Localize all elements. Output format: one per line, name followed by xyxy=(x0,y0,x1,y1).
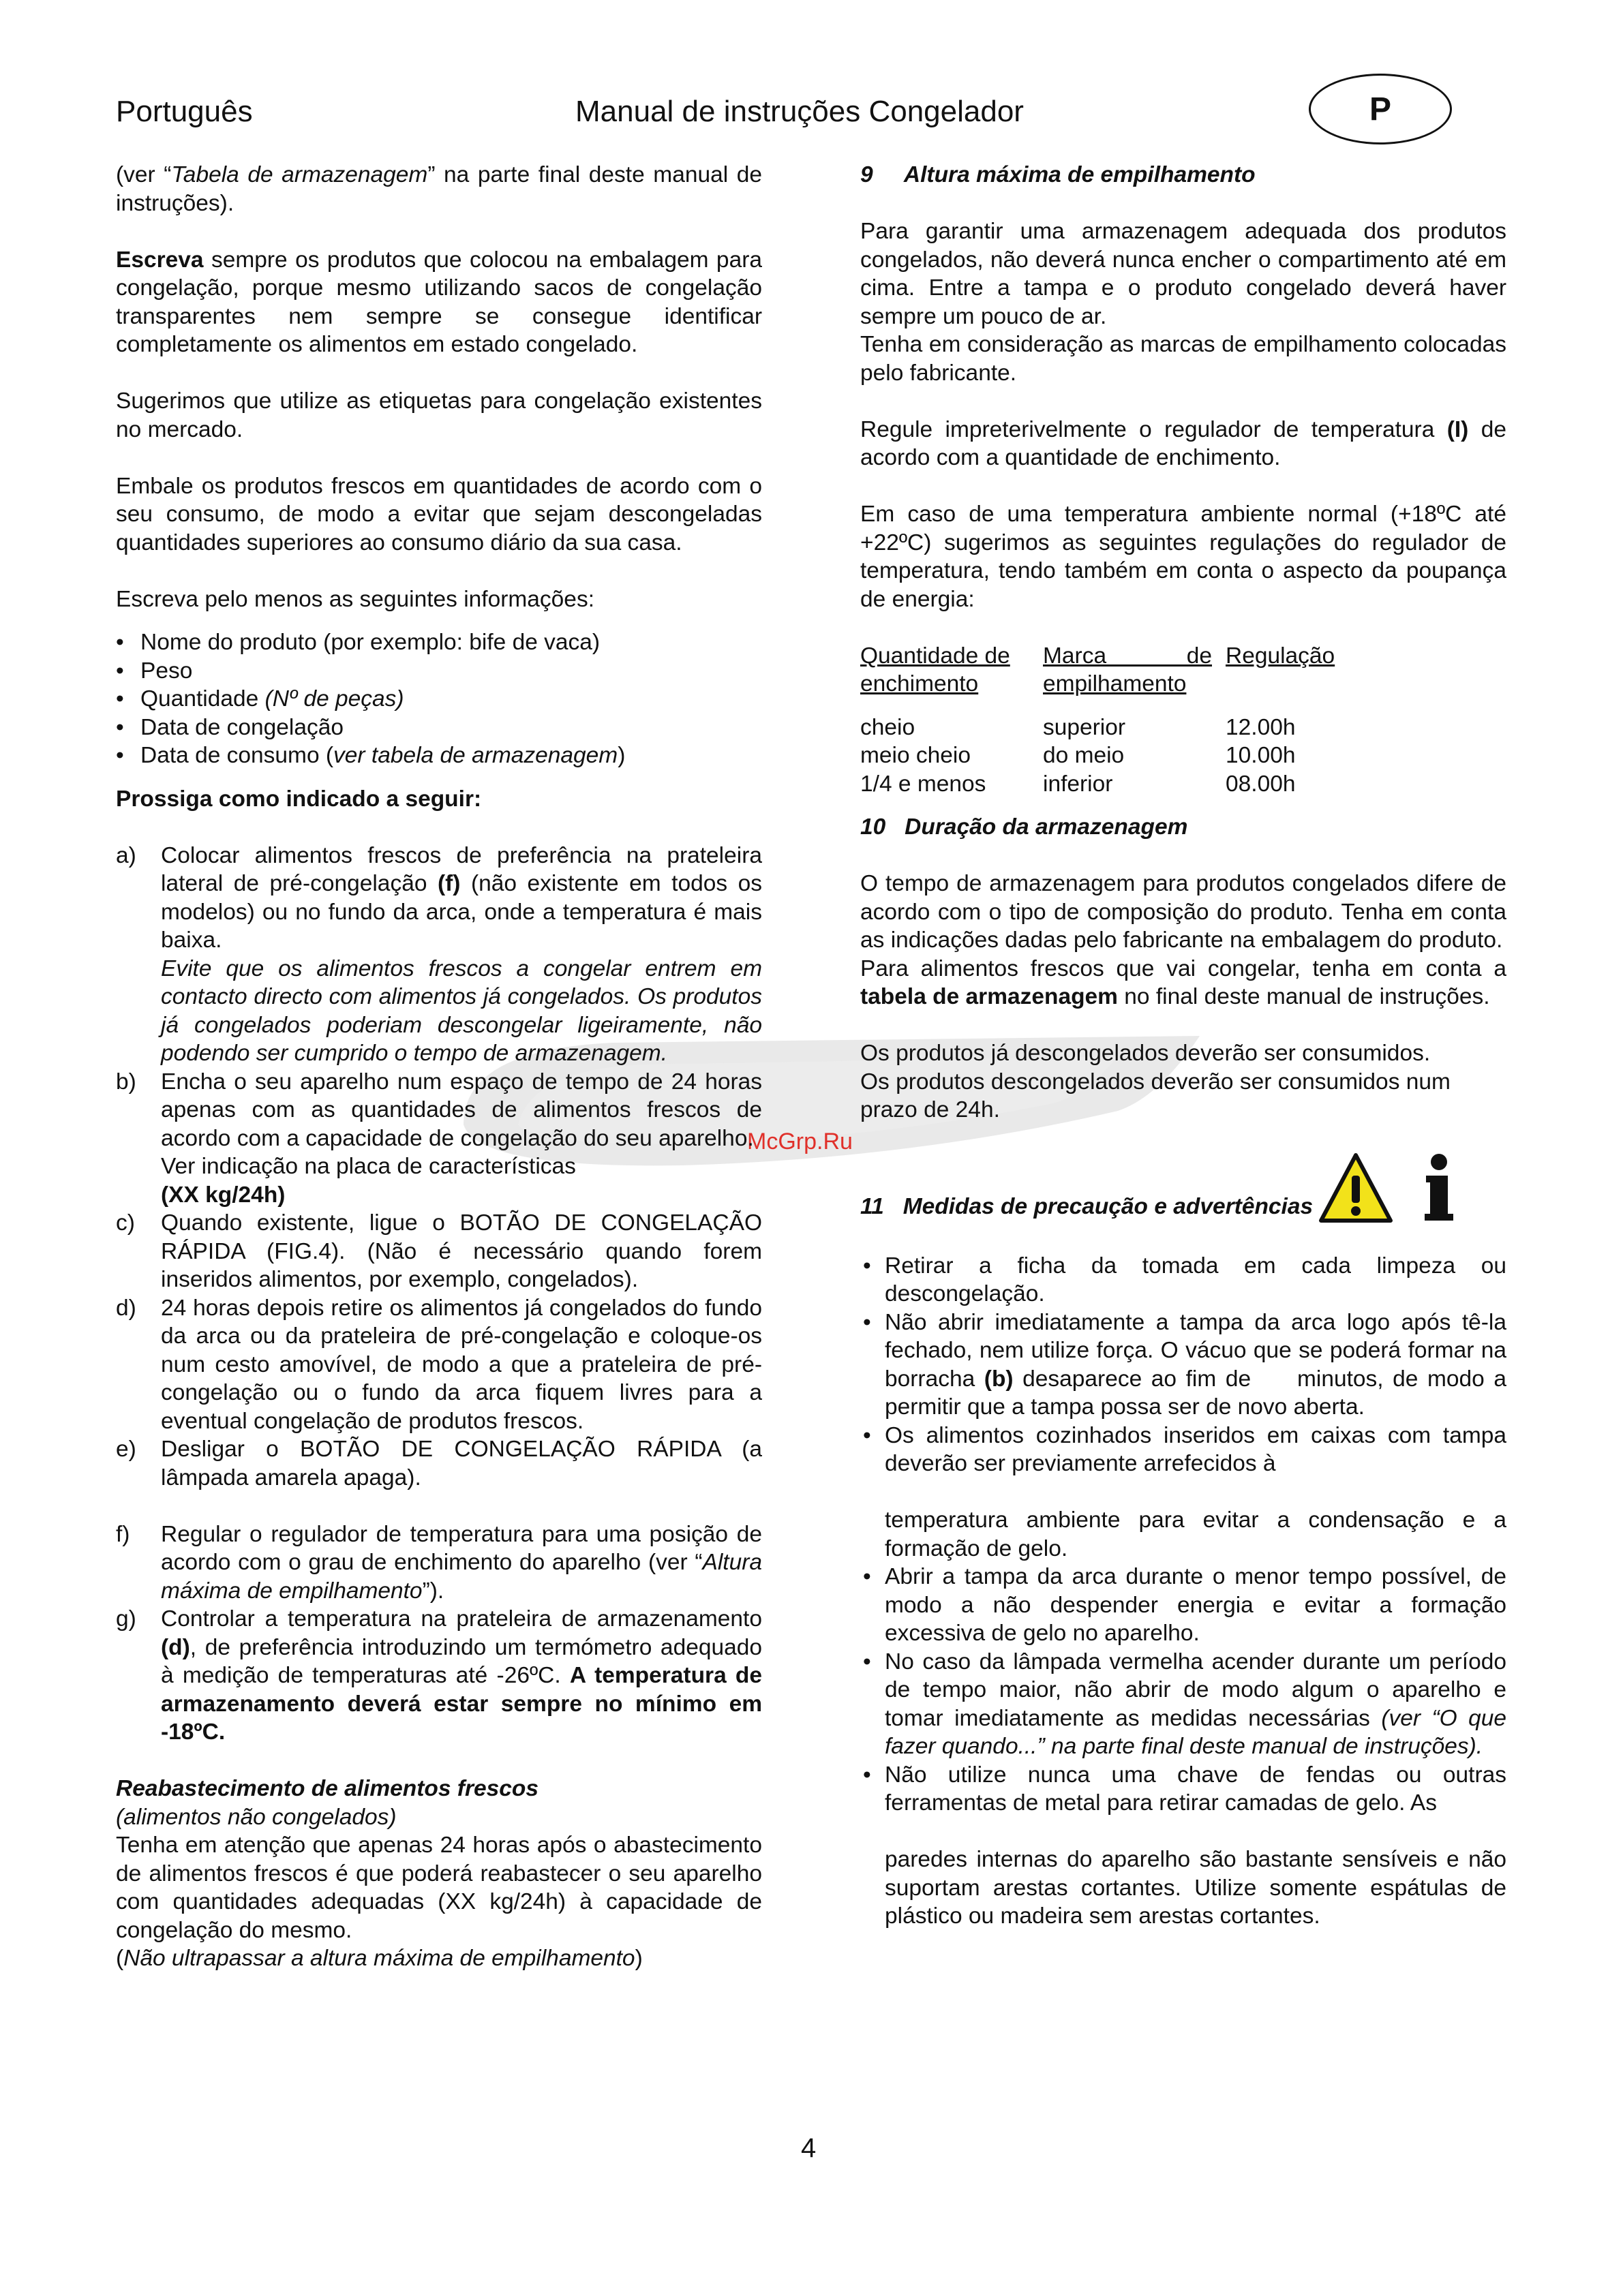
language-badge-letter: P xyxy=(1369,91,1391,127)
list-item: • Não utilize nunca uma chave de fendas ou outras ferramentas de metal para retirar camadas de gelo. As xyxy=(860,1761,1506,1818)
step-capacity: (XX kg/24h) xyxy=(161,1182,286,1208)
section-10-bold: tabela de armazenagem xyxy=(860,984,1118,1009)
step-text: Regular o regulador de temperatura para uma posição de acordo com o grau de enchimento do aparelho (ver “ xyxy=(161,1521,762,1575)
step-text: (não existente em todos os modelos) ou no fundo da arca, onde a temperatura é mais baixa. xyxy=(161,871,762,953)
watermark-site-text: McGrp.Ru xyxy=(747,1129,853,1154)
step-ref: (f) xyxy=(437,871,461,896)
regulator-text: Regule impreterivelmente o regulador de temperatura xyxy=(860,416,1447,442)
table-header: Regulação xyxy=(1226,643,1335,669)
restock-note-text: ( xyxy=(116,1946,124,1971)
restock-note xyxy=(116,1944,762,1973)
page-number: 4 xyxy=(801,2133,817,2163)
table-cell: superior xyxy=(1043,714,1126,740)
info-list xyxy=(116,628,762,770)
list-item xyxy=(116,685,762,714)
list-item-text: Não abrir imediatamente a tampa da arca logo após tê-la fechado, nem utilize força. O vácuo que se poderá formar na borracha xyxy=(885,1309,1506,1392)
section-9-text: Para garantir uma armazenagem adequada dos produtos congelados, não deverá nunca encher o compartimento até em cima. Entre a tampa e o produto congelado deverá haver sempre um pouco de ar. xyxy=(860,219,1506,329)
step-b xyxy=(116,1068,762,1210)
list-item-text: Quantidade xyxy=(140,686,265,711)
table-cell: 10.00h xyxy=(1226,743,1296,768)
step-f xyxy=(116,1520,762,1606)
list-item xyxy=(116,741,762,770)
step-text: Encha o seu aparelho num espaço de tempo de 24 horas apenas com as quantidades de alimentos frescos de acordo com a capacidade de congelação do seu aparelho. xyxy=(161,1069,762,1151)
list-item-text: Data de consumo ( xyxy=(140,743,334,768)
section-9-text: Tenha em consideração as marcas de empilhamento colocadas pelo fabricante. xyxy=(860,332,1506,386)
section-10-text: Para alimentos frescos que vai congelar, tenha em conta a xyxy=(860,955,1506,981)
step-g xyxy=(116,1605,762,1747)
language-badge xyxy=(1309,74,1452,144)
step-text: Ver indicação na placa de características xyxy=(161,1154,576,1179)
info-icon xyxy=(1423,1152,1455,1223)
step-text: , de preferência introduzindo um termómetro adequado à medição de temperaturas até -26ºC. xyxy=(161,1634,762,1688)
table-header: Marca de empilhamento xyxy=(1043,643,1212,697)
list-item-text: ) xyxy=(618,743,626,768)
right-column xyxy=(860,161,1513,1931)
restock-note-text: ) xyxy=(635,1946,643,1971)
step-bold: A temperatura de armazenamento deverá estar sempre no mínimo em -18ºC. xyxy=(161,1663,763,1745)
warning-icon xyxy=(1318,1152,1393,1223)
restock-note-italic: Não ultrapassar a altura máxima de empilhamento xyxy=(123,1946,635,1971)
step-ref: (d) xyxy=(161,1634,190,1660)
step-text: Quando existente, ligue o BOTÃO DE CONGELAÇÃO RÁPIDA (FIG.4). (Não é necessário quando forem inseridos alimentos, por exemplo, congelados). xyxy=(161,1210,762,1292)
step-a xyxy=(116,842,762,1068)
document-title: Manual de instruções Congelador xyxy=(575,95,1024,128)
list-item-continuation: temperatura ambiente para evitar a condensação e a formação de gelo. xyxy=(885,1507,1506,1561)
pack-paragraph: Embale os produtos frescos em quantidades de acordo com o seu consumo, de modo a evitar que sejam descongeladas quantidades superiores ao consumo diário da sua casa. xyxy=(116,473,762,555)
table-cell: 12.00h xyxy=(1226,714,1296,740)
section-10-consume: Os produtos descongelados deverão ser consumidos num prazo de 24h. xyxy=(860,1069,1451,1122)
section-9-heading: 9 Altura máxima de empilhamento xyxy=(860,162,1256,187)
list-item xyxy=(860,1648,1506,1761)
step-label: e) xyxy=(116,1437,136,1462)
list-item-text: No caso da lâmpada vermelha acender durante um período de tempo maior, não abrir de modo algum o aparelho e tomar imediatamente as medidas necessárias xyxy=(885,1649,1506,1731)
precautions-list xyxy=(860,1252,1513,1478)
list-item xyxy=(860,1308,1513,1422)
language-label: Português xyxy=(116,95,253,128)
list-item: • Retirar a ficha da tomada em cada limpeza ou descongelação. xyxy=(860,1252,1506,1308)
restock-text: Tenha em atenção que apenas 24 horas após o abastecimento de alimentos frescos é que poderá reabastecer o seu aparelho com quantidades adequadas (XX kg/24h) à capacidade de congelação do mesmo. xyxy=(116,1833,762,1943)
table-cell: 08.00h xyxy=(1226,771,1296,797)
section-11-heading xyxy=(860,1152,1506,1223)
step-e xyxy=(116,1435,762,1492)
table-header: Quantidade de enchimento xyxy=(860,643,1010,697)
intro-text-a: (ver “ xyxy=(116,162,172,187)
step-italic: Altura máxima de empilhamento xyxy=(161,1550,762,1604)
step-label: f) xyxy=(116,1521,130,1547)
write-bold: Escreva xyxy=(116,247,204,273)
list-item: • Abrir a tampa da arca durante o menor tempo possível, de modo a não despender energia e evitar a formação excessiva de gelo no aparelho. xyxy=(860,1563,1506,1648)
restock-subtitle: (alimentos não congelados) xyxy=(116,1804,397,1830)
list-item: • Nome do produto (por exemplo: bife de vaca) xyxy=(116,628,762,657)
list-item-italic: (Nº de peças) xyxy=(264,686,404,711)
step-text: ”). xyxy=(422,1578,444,1604)
table-cell: meio cheio xyxy=(860,743,971,768)
list-item-italic: ver tabela de armazenagem xyxy=(333,743,618,768)
step-d xyxy=(116,1294,762,1436)
table-cell: inferior xyxy=(1043,771,1113,797)
list-item-text: desaparece ao fim de minutos, de modo a permitir que a tampa possa ser de novo aberta. xyxy=(885,1366,1513,1420)
regulator-text: de acordo com a quantidade de enchimento. xyxy=(860,416,1506,470)
table-cell: do meio xyxy=(1043,743,1125,768)
intro-text-b: ” na parte final deste manual de instruções). xyxy=(116,162,763,216)
precautions-list-cont xyxy=(860,1563,1506,1818)
labels-paragraph: Sugerimos que utilize as etiquetas para congelação existentes no mercado. xyxy=(116,388,762,442)
section-11-title: 11 Medidas de precaução e advertências xyxy=(860,1194,1314,1219)
section-9-ambient: Em caso de uma temperatura ambiente normal (+18ºC até +22ºC) sugerimos as seguintes regulações do regulador de temperatura, tendo também em conta o aspecto da poupança de energia: xyxy=(860,502,1506,612)
settings-table xyxy=(860,642,1506,799)
list-item: • Peso xyxy=(116,657,762,686)
section-10-table-ref xyxy=(860,955,1506,1011)
list-item: • Os alimentos cozinhados inseridos em caixas com tampa deverão ser previamente arrefecidos à xyxy=(860,1422,1506,1478)
steps-list xyxy=(116,842,762,1747)
list-item-italic: (ver “O que fazer quando...” na parte final deste manual de instruções). xyxy=(885,1705,1507,1759)
section-10-text: O tempo de armazenagem para produtos congelados difere de acordo com o tipo de composição do produto. Tenha em conta as indicações dadas pelo fabricante na embalagem do produto. xyxy=(860,871,1506,953)
write-paragraph xyxy=(116,246,762,359)
list-item-continuation: paredes internas do aparelho são bastante sensíveis e não suportam arestas cortantes. Utilize somente espátulas de plástico ou madeira sem arestas cortantes. xyxy=(885,1847,1506,1929)
intro-paragraph xyxy=(116,161,762,217)
list-item: • Data de congelação xyxy=(116,714,762,742)
section-10-text: no final deste manual de instruções. xyxy=(1117,984,1490,1009)
table-cell: 1/4 e menos xyxy=(860,771,986,797)
info-intro: Escreva pelo menos as seguintes informações: xyxy=(116,586,594,612)
step-label: b) xyxy=(116,1069,136,1095)
step-note: Evite que os alimentos frescos a congelar entrem em contacto directo com alimentos já congelados. Os produtos já congelados poderiam descongelar ligeiramente, não podendo ser cumprido o tempo de armazenagem. xyxy=(161,955,762,1066)
step-text: Controlar a temperatura na prateleira de armazenamento xyxy=(161,1606,762,1632)
list-item-ref: (b) xyxy=(984,1366,1014,1392)
section-10-consume: Os produtos já descongelados deverão ser consumidos. xyxy=(860,1041,1431,1066)
section-9-regulator xyxy=(860,416,1506,472)
section-10-heading: 10 Duração da armazenagem xyxy=(860,814,1188,840)
step-text: Colocar alimentos frescos de preferência na prateleira lateral de pré-congelação xyxy=(161,842,762,896)
regulator-ref: (I) xyxy=(1446,416,1469,442)
step-label: a) xyxy=(116,842,136,868)
intro-text-italic: Tabela de armazenagem xyxy=(171,162,428,187)
table-cell: cheio xyxy=(860,714,915,740)
step-text: Desligar o BOTÃO DE CONGELAÇÃO RÁPIDA (a lâmpada amarela apaga). xyxy=(161,1437,762,1490)
proceed-heading: Prossiga como indicado a seguir: xyxy=(116,786,482,812)
step-label: g) xyxy=(116,1606,136,1632)
step-label: c) xyxy=(116,1210,135,1236)
left-column xyxy=(116,161,762,1973)
step-text: 24 horas depois retire os alimentos já congelados do fundo da arca ou da prateleira de pré-congelação e coloque-os num cesto amovível, de modo a que a prateleira de pré-congelação ou o fundo da arca fiquem livres para a eventual congelação de produtos frescos. xyxy=(161,1295,762,1434)
step-c xyxy=(116,1209,762,1294)
step-label: d) xyxy=(116,1295,136,1321)
write-text: sempre os produtos que colocou na embalagem para congelação, porque mesmo utilizando sacos de congelação transparentes nem sempre se consegue identificar completamente os alimentos em estado congelado. xyxy=(116,247,762,357)
restock-heading: Reabastecimento de alimentos frescos xyxy=(116,1776,539,1801)
